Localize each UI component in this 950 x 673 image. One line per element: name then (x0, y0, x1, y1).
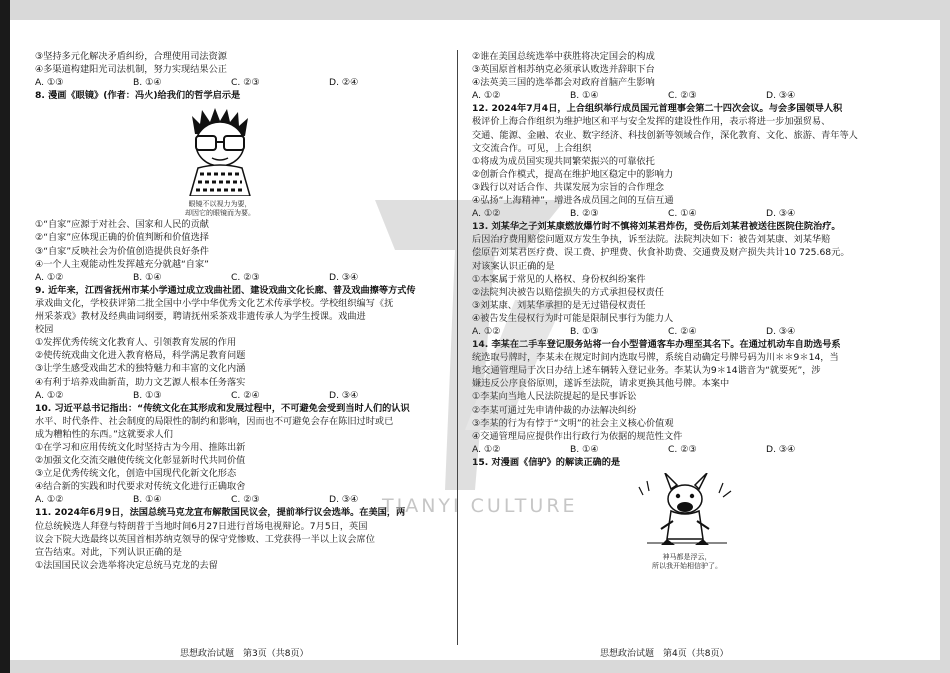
question-9-line: 9. 近年来，江西省抚州市某小学通过成立戏曲社团、建设戏曲文化长廊、普及戏曲擦等方式传 (35, 284, 416, 296)
question-13-line: 后因治疗费用赔偿问题双方发生争执，诉至法院。法院判决如下：被告刘某康、刘某华赔 (472, 234, 831, 246)
option-d: D. ③④ (766, 325, 796, 337)
page-footer-4: 思想政治试题 第4页（共8页） (600, 649, 729, 659)
donkey-cartoon (627, 473, 747, 573)
option-a: A. ①③ (35, 77, 64, 89)
choice-item: ③刘某康、刘某华承担的是无过错侵权责任 (472, 299, 646, 311)
option-d: D. ②④ (329, 77, 359, 89)
question-13-line: 对该案认识正确的是 (472, 260, 555, 272)
option-a: A. ①② (472, 325, 501, 337)
text-line: ④多渠道构建阳光司法机制，努力实现结果公正 (35, 64, 227, 76)
question-14-line: 嫌违反公序良俗原则，遂诉至法院，请求更换其他号牌。本案中 (472, 378, 730, 390)
cartoon-caption-line: 却因它的眼镜而为要。 (185, 209, 255, 218)
question-11-line: 宣告结束。对此，下列认识正确的是 (35, 546, 182, 558)
option-c: C. ②③ (231, 494, 260, 506)
question-10-line: 成为糟粕性的东西。”这就要求人们 (35, 428, 173, 440)
cartoon-man-with-glasses-icon (160, 104, 280, 196)
choice-item: ②创新合作模式，提高在维护地区稳定中的影响力 (472, 168, 674, 180)
option-c: C. ②③ (231, 271, 260, 283)
choice-item: ①李某向当地人民法院提起的是民事诉讼 (472, 391, 637, 403)
glasses-cartoon (160, 104, 280, 216)
exam-sheet (10, 20, 940, 660)
choice-item: ①将成为成员国实现共同繁荣振兴的可靠依托 (472, 155, 655, 167)
option-c: C. ②③ (668, 443, 697, 455)
choice-item: ②谁在美国总统选举中获胜将决定国会的构成 (472, 51, 655, 62)
question-15-stem: 15. 对漫画《信驴》的解读正确的是 (472, 456, 621, 468)
option-d: D. ③④ (766, 90, 796, 102)
question-10-line: 水平、时代条件、社会制度的局限性的制约和影响，因而也不可避免会存在陈旧过时或已 (35, 415, 394, 427)
choice-item: ②“自家”应体现正确的价值判断和价值选择 (35, 232, 209, 244)
question-14-line: 地交通管理局于次日办结上述车辆转入登记业务。李某认为9＊14谐音为“就要死”，涉 (472, 365, 821, 377)
answer-options (35, 493, 440, 506)
question-9-line: 校园 (35, 324, 54, 336)
question-11-line: 议会下院大选最终以英国首相苏纳克领导的保守党惨败、工党获得一半以上议会席位 (35, 533, 375, 545)
choice-item: ①“自家”应源于对社会、国家和人民的贡献 (35, 219, 209, 231)
option-b: B. ①③ (570, 325, 599, 337)
option-a: A. ①② (35, 271, 64, 283)
option-d: D. ③④ (766, 208, 796, 220)
donkey-icon (627, 473, 747, 549)
option-b: B. ①④ (133, 77, 162, 89)
question-12-line: 极评价上海合作组织为维护地区和平与安全发挥的建设性作用，表示将进一步加强贸易、 (472, 116, 831, 128)
choice-item: ①本案属于常见的人格权、身份权纠纷案件 (472, 273, 646, 285)
cartoon-caption-line: 眼镜不以视力为要， (188, 200, 252, 209)
choice-item: ③“自家”反映社会为价值创造提供良好条件 (35, 245, 209, 257)
option-a: A. ①② (472, 208, 501, 220)
option-c: C. ②④ (668, 325, 697, 337)
option-b: B. ①④ (570, 443, 599, 455)
answer-options (35, 271, 440, 284)
answer-options (35, 389, 440, 402)
page-footer-3: 思想政治试题 第3页（共8页） (180, 649, 309, 659)
question-14-line: 14. 李某在二手车登记服务站将一台小型普通客车办理至其名下。在通过机动车自助选号系 (472, 339, 841, 351)
choice-item: ③英国原首相苏纳克必须承认败选并辞职下台 (472, 64, 655, 76)
option-b: B. ①③ (133, 389, 162, 401)
question-11-line: 位总统候选人拜登与特朗普于当地时间6月27日进行首场电视辩论。7月5日，英国 (35, 520, 368, 532)
choice-item: ②加强文化交流交融使传统文化彰显新时代共同价值 (35, 455, 246, 467)
choice-item: ④交通管理局应提供作出行政行为依据的规范性文件 (472, 430, 683, 442)
question-13-line: 偿原告刘某君医疗费、误工费、护理费、伙食补助费、交通费及财产损失共计10 725.68元。 (472, 247, 850, 259)
column-divider (457, 50, 458, 645)
choice-item: ③李某的行为有悖于“文明”的社会主义核心价值观 (472, 417, 674, 429)
option-d: D. ③④ (329, 271, 359, 283)
choice-item: ③践行以对话合作、共谋发展为宗旨的合作理念 (472, 181, 664, 193)
choice-item: ④被告发生侵权行为时可能是限制民事行为能力人 (472, 312, 674, 324)
cartoon-caption-line: 神马都是浮云， (662, 553, 712, 562)
choice-item: ①法国国民议会选举将决定总统马克龙的去留 (35, 559, 218, 571)
option-d: D. ③④ (766, 443, 796, 455)
option-b: B. ①④ (133, 494, 162, 506)
choice-item: ④结合新的实践和时代要求对传统文化进行正确取舍 (35, 481, 246, 493)
answer-options (472, 207, 877, 220)
answer-options (472, 443, 877, 456)
choice-item: ④一个人主观能动性发挥越充分就越“自家” (35, 258, 209, 270)
option-d: D. ③④ (329, 494, 359, 506)
choice-item: ④弘扬“上海精神”，增进各成员国之间的互信互通 (472, 195, 674, 207)
option-a: A. ①② (472, 90, 501, 102)
question-9-line: 承戏曲文化，学校获评第二批全国中小学中华优秀文化艺术传承学校。学校组织编写《抚 (35, 297, 394, 309)
answer-options (472, 325, 877, 338)
option-c: C. ②③ (231, 77, 260, 89)
option-b: B. ①④ (133, 271, 162, 283)
option-a: A. ①② (472, 443, 501, 455)
option-d: D. ③④ (329, 389, 359, 401)
choice-item: ②法院判决被告以赔偿损失的方式承担侵权责任 (472, 286, 664, 298)
text-line: ③坚持多元化解决矛盾纠纷，合理使用司法资源 (35, 51, 227, 62)
option-b: B. ②③ (570, 208, 599, 220)
choice-item: ④有利于培养戏曲新苗，助力文艺源人根本任务落实 (35, 376, 246, 388)
question-11-line: 11. 2024年6月9日，法国总统马克龙宣布解散国民议会，提前举行议会选举。在美国，两 (35, 507, 406, 519)
option-c: C. ②④ (231, 389, 260, 401)
choice-item: ④法英美三国的选举都会对政府首脑产生影响 (472, 77, 655, 89)
option-a: A. ①② (35, 494, 64, 506)
answer-options (472, 89, 877, 102)
scan-edge (0, 0, 10, 673)
question-14-line: 统选取号牌时，李某未在规定时间内选取号牌，系统自动确定号牌号码为川＊＊9＊14，当 (472, 352, 839, 364)
option-b: B. ①④ (570, 90, 599, 102)
question-10-line: 10. 习近平总书记指出：“传统文化在其形成和发展过程中，不可避免会受到当时人们的认识 (35, 402, 410, 414)
option-c: C. ②③ (668, 90, 697, 102)
choice-item: ①发挥优秀传统文化教育人、引领教育发展的作用 (35, 337, 237, 349)
choice-item: ③立足优秀传统文化，创造中国现代化新文化形态 (35, 468, 237, 480)
left-column (35, 50, 440, 572)
question-9-line: 州采茶戏》教材及经典曲词纲要，聘请抚州采茶戏非遗传承人为学生授课。戏曲进 (35, 311, 366, 323)
question-12-line: 文交流合作。可见，上合组织 (472, 142, 592, 154)
choice-item: ②使传统戏曲文化进入教育格局，科学满足教育问题 (35, 350, 246, 362)
option-a: A. ①② (35, 389, 64, 401)
choice-item: ①在学习和应用传统文化时坚持古为今用、推陈出新 (35, 441, 246, 453)
watermark-text: TIANYI CULTURE (382, 495, 578, 517)
answer-options (35, 76, 440, 89)
option-c: C. ①④ (668, 208, 697, 220)
question-13-line: 13. 刘某华之子刘某康燃放爆竹时不慎将刘某君炸伤，受伤后刘某君被送往医院住院治疗。 (472, 221, 841, 233)
question-12-line: 12. 2024年7月4日，上合组织举行成员国元首理事会第二十四次会议。与会多国领导人积 (472, 103, 843, 115)
question-8-stem: 8. 漫画《眼镜》(作者：冯火)给我们的哲学启示是 (35, 90, 241, 102)
choice-item: ③让学生感受戏曲艺术的独特魅力和丰富的文化内涵 (35, 363, 246, 375)
choice-item: ②李某可通过先申请仲裁的办法解决纠纷 (472, 404, 637, 416)
cartoon-caption-line: 所以我开始相信驴了。 (652, 562, 722, 571)
question-12-line: 交通、能源、金融、农业、数字经济、科技创新等领域合作，深化教育、文化、旅游、青年等人 (472, 129, 858, 141)
